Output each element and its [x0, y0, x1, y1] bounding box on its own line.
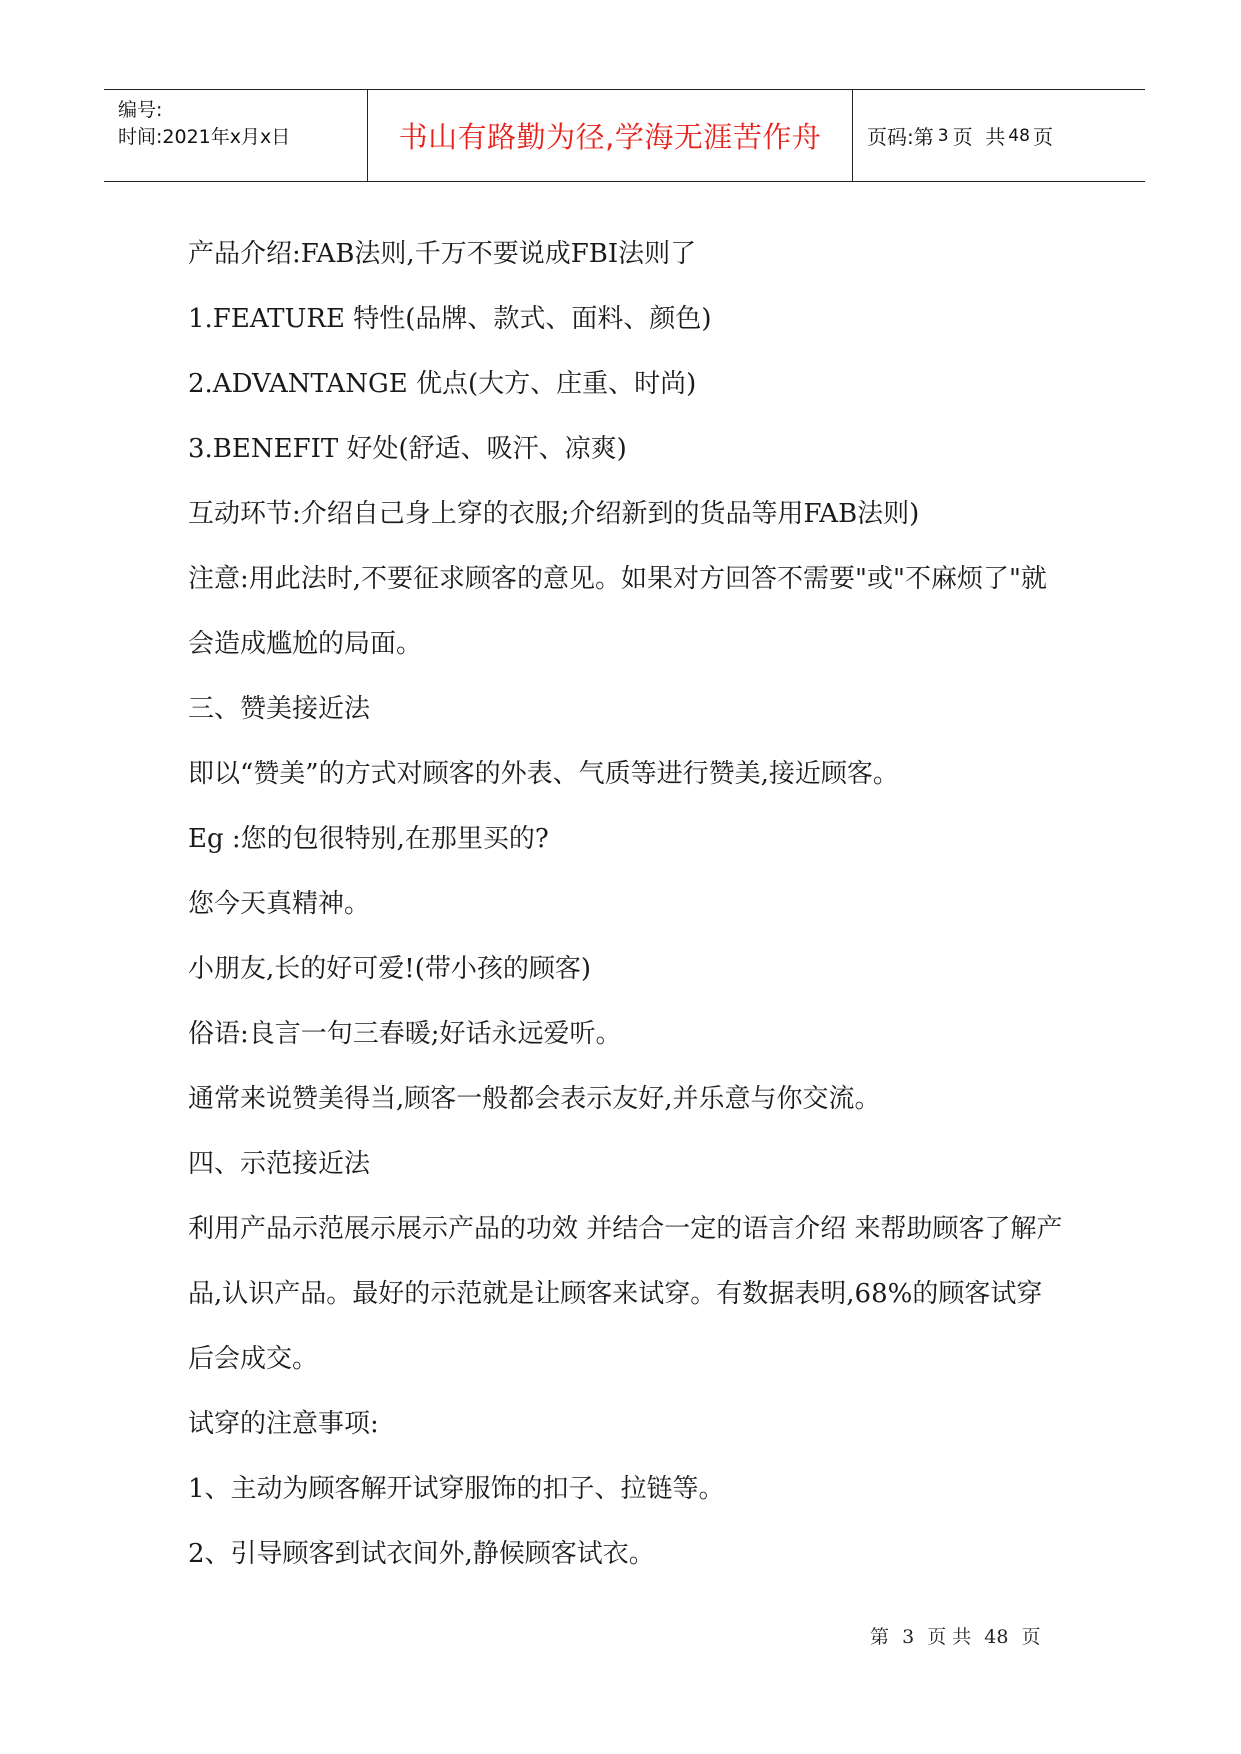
paragraph: 即以“赞美”的方式对顾客的外表、气质等进行赞美,接近顾客。	[188, 759, 899, 789]
section-heading: 三、赞美接近法	[188, 694, 371, 724]
header-motto: 书山有路勤为径,学海无涯苦作舟	[398, 120, 822, 154]
document-header	[104, 89, 1145, 182]
paragraph: 试穿的注意事项:	[188, 1409, 379, 1439]
footer-mid: 页 共	[927, 1626, 972, 1648]
footer-prefix: 第	[870, 1626, 890, 1648]
paragraph: 1、主动为顾客解开试穿服饰的扣子、拉链等。	[188, 1474, 725, 1504]
header-motto-cell	[368, 90, 853, 181]
paragraph: 您今天真精神。	[188, 889, 371, 919]
paragraph: 产品介绍:FAB法则,千万不要说成FBI法则了	[188, 239, 697, 269]
paragraph: 通常来说赞美得当,顾客一般都会表示友好,并乐意与你交流。	[188, 1084, 881, 1114]
header-meta-cell	[104, 90, 368, 181]
section-heading: 四、示范接近法	[188, 1149, 371, 1179]
paragraph: 小朋友,长的好可爱!(带小孩的顾客)	[188, 954, 592, 984]
header-page-prefix: 页码:第	[867, 125, 934, 149]
footer-current-page: 3	[902, 1626, 915, 1648]
paragraph: 俗语:良言一句三春暖;好话永远爱听。	[188, 1019, 622, 1049]
header-page-suffix: 页	[1032, 125, 1053, 149]
footer-suffix: 页	[1021, 1626, 1041, 1648]
document-body	[188, 222, 1068, 1587]
header-page-mid: 页 共	[952, 125, 1006, 149]
paragraph: 利用产品示范展示展示产品的功效 并结合一定的语言介绍 来帮助顾客了解产品,认识产品。最好的示范就是让顾客来试穿。有数据表明,68%的顾客试穿后会成交。	[188, 1214, 1063, 1374]
paragraph: Eg :您的包很特别,在那里买的?	[188, 824, 549, 854]
paragraph: 互动环节:介绍自己身上穿的衣服;介绍新到的货品等用FAB法则)	[188, 499, 920, 529]
paragraph: 2、引导顾客到试衣间外,静候顾客试衣。	[188, 1539, 655, 1569]
header-page-cell	[853, 90, 1145, 181]
paragraph: 1.FEATURE 特性(品牌、款式、面料、颜色)	[188, 304, 712, 334]
paragraph: 3.BENEFIT 好处(舒适、吸汗、凉爽)	[188, 434, 627, 464]
time-label: 时间:2021年x月x日	[118, 126, 291, 148]
paragraph: 2.ADVANTANGE 优点(大方、庄重、时尚)	[188, 369, 697, 399]
page-footer	[870, 1622, 1048, 1649]
paragraph: 注意:用此法时,不要征求顾客的意见。如果对方回答不需要"或"不麻烦了"就会造成尴尬的局面。	[188, 564, 1047, 659]
footer-total-pages: 48	[984, 1626, 1009, 1648]
serial-number-label: 编号:	[118, 99, 163, 121]
header-page-total: 48	[1008, 125, 1030, 146]
header-page-current: 3	[937, 125, 949, 146]
